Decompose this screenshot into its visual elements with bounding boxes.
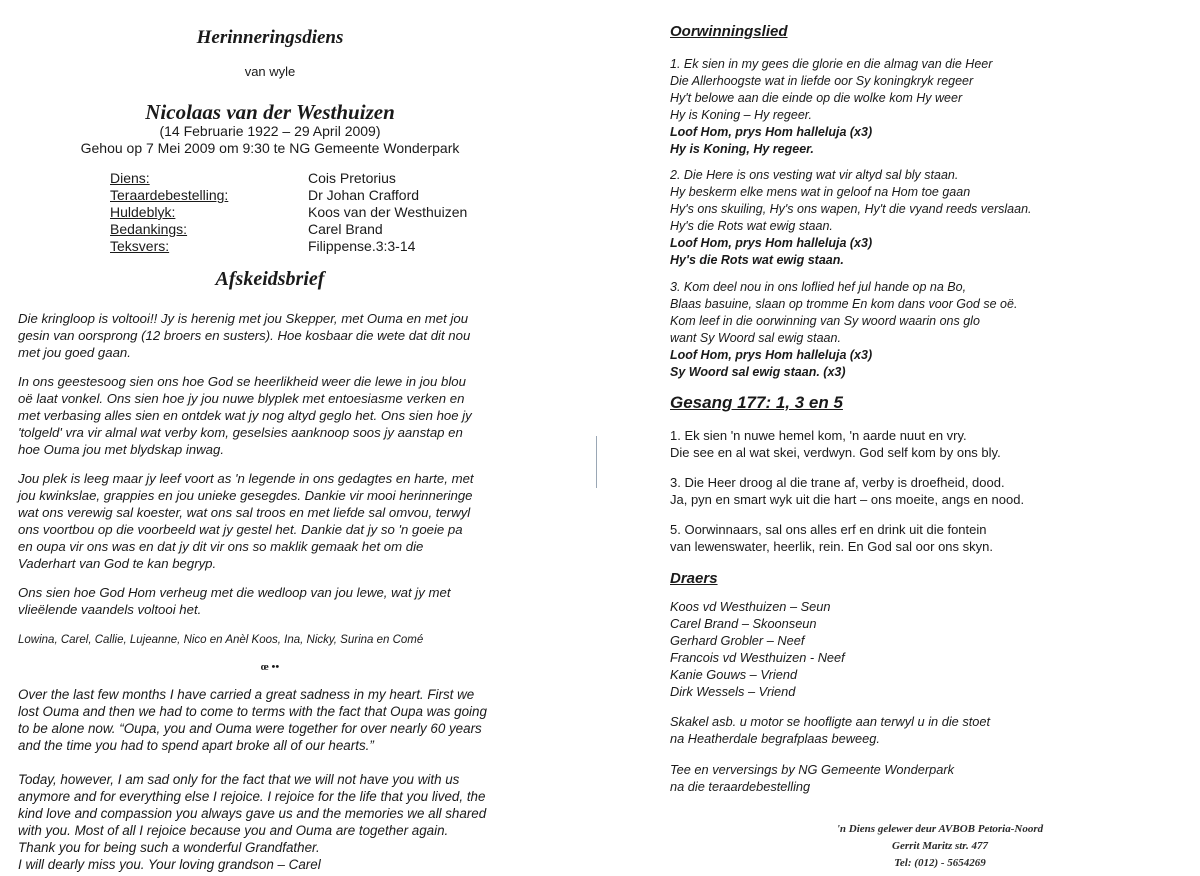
letter-heading: Afskeidsbrief [215, 268, 325, 290]
footer-phone: Tel: (012) - 5654269 [894, 857, 986, 869]
service-label-teraardebestelling: Teraardebestelling: [110, 187, 229, 203]
service-value-teksvers: Filippense.3:3-14 [308, 238, 416, 254]
song-verse-2 [670, 167, 1032, 269]
text-line: 'tolgeld' vra vir almal wat verby kom, geselsies aanknoop soos jy aanstap en [18, 425, 463, 440]
signatories: Lowina, Carel, Callie, Lujeanne, Nico en Anèl Koos, Ina, Nicky, Surina en Comé [18, 634, 424, 646]
letter-paragraph [18, 470, 474, 572]
text-line: Hy't belowe aan die einde op die wolke kom Hy weer [670, 91, 963, 105]
text-line: Hy is Koning – Hy regeer. [670, 108, 812, 122]
text-line: Tee en verversings by NG Gemeente Wonderpark [670, 762, 955, 777]
text-line: want Sy Woord sal ewig staan. [670, 331, 841, 345]
footer-provider: 'n Diens gelewer deur AVBOB Petoria-Noord [836, 823, 1044, 835]
text-line: oë laat vonkel. Ons sien hoe jy jou nuwe blyplek met entoesiasme verken en [18, 391, 465, 406]
text-line: Jou plek is leeg maar jy leef voort as 'n legende in ons gedagtes en harte, met [18, 471, 474, 486]
letter-paragraph [18, 310, 470, 361]
text-line: kind love and compassion you always gave us and the memories we all shared [18, 806, 487, 821]
chorus-line: Loof Hom, prys Hom halleluja (x3) [670, 125, 873, 139]
letter-paragraph [18, 584, 450, 618]
text-line: Hy's ons skuiling, Hy's ons wapen, Hy't die vyand reeds verslaan. [670, 202, 1032, 216]
service-value-diens: Cois Pretorius [308, 170, 396, 186]
text-line: with you. Most of all I rejoice because you and Ouma are together again. [18, 823, 449, 838]
text-line: Over the last few months I have carried a great sadness in my heart. First we [18, 687, 475, 702]
text-line: 5. Oorwinnaars, sal ons alles erf en drink uit die fontein [670, 522, 987, 537]
service-held-at: Gehou op 7 Mei 2009 om 9:30 te NG Gemeente Wonderpark [80, 140, 460, 156]
service-value-bedankings: Carel Brand [308, 221, 383, 237]
text-line: In ons geestesoog sien ons hoe God se heerlikheid weer die lewe in jou blou [18, 374, 466, 389]
text-line: Ja, pyn en smart wyk uit die hart – ons moeite, angs en nood. [670, 492, 1025, 507]
hymn-verse-1 [670, 427, 1001, 461]
hymn-heading: Gesang 177: 1, 3 en 5 [670, 393, 843, 412]
bearers-heading: Draers [670, 570, 718, 587]
service-label-teksvers: Teksvers: [110, 238, 170, 254]
bearer-item: Koos vd Westhuizen – Seun [670, 599, 831, 614]
english-paragraph [18, 686, 487, 754]
chorus-line: Loof Hom, prys Hom halleluja (x3) [670, 348, 873, 362]
text-line: gesin van oorsprong (12 broers en susters). Hoe kosbaar die wete dat dit nou [18, 328, 471, 343]
page-divider [596, 436, 597, 488]
chorus-line: Loof Hom, prys Hom halleluja (x3) [670, 236, 873, 250]
hymn-verse-3 [670, 474, 1024, 508]
text-line: wat ons verewig sal koester, wat ons sal troos en met liefde sal omvou, terwyl [18, 505, 471, 520]
service-label-diens: Diens: [110, 170, 150, 186]
service-value-teraardebestelling: Dr Johan Crafford [308, 187, 420, 203]
text-line: met verbasing alles sien en ontdek wat jy nog altyd geglo het. Ons sien hoe jy [18, 408, 472, 423]
bearers-list [670, 598, 845, 700]
text-line: Skakel asb. u motor se hoofligte aan terwyl u in die stoet [670, 714, 991, 729]
text-line: I will dearly miss you. Your loving grandson – Carel [18, 857, 321, 872]
text-line: Hy's die Rots wat ewig staan. [670, 219, 833, 233]
footer-address: Gerrit Maritz str. 477 [892, 840, 988, 852]
text-line: en oupa vir ons was en dat jy dit vir ons so maklik gemaak het om die [18, 539, 424, 554]
deceased-name: Nicolaas van der Westhuizen [145, 100, 395, 124]
text-line: Hy beskerm elke mens wat in geloof na Hom toe gaan [670, 185, 971, 199]
text-line: Blaas basuine, slaan op tromme En kom dans voor God se oë. [670, 297, 1018, 311]
bearer-item: Kanie Gouws – Vriend [670, 667, 798, 682]
text-line: Die kringloop is voltooi!! Jy is herenig met jou Skepper, met Ouma en met jou [18, 311, 469, 326]
text-line: Ons sien hoe God Hom verheug met die wedloop van jou lewe, wat jy met [18, 585, 451, 600]
chorus-line: Hy's die Rots wat ewig staan. [670, 253, 844, 267]
text-line: na die teraardebestelling [670, 779, 811, 794]
text-line: hoe Ouma jou met blydskap inwag. [18, 442, 224, 457]
text-line: Vaderhart van God te kan begryp. [18, 556, 217, 571]
bearer-item: Carel Brand – Skoonseun [670, 616, 817, 631]
text-line: van lewenswater, heerlik, rein. En God sal oor ons skyn. [670, 539, 993, 554]
text-line: jou kwinkslae, grappies en jou unieke gesegdes. Dankie vir mooi herinneringe [18, 488, 473, 503]
text-line: anymore and for everything else I rejoice. I rejoice for the life that you lived, the [18, 789, 486, 804]
procession-note [670, 713, 990, 747]
text-line: Die Allerhoogste wat in liefde oor Sy koningkryk regeer [670, 74, 974, 88]
text-line: 2. Die Here is ons vesting wat vir altyd sal bly staan. [670, 168, 959, 182]
text-line: Today, however, I am sad only for the fact that we will not have you with us [18, 772, 460, 787]
song-verse-3 [670, 279, 1017, 381]
bearer-item: Gerhard Grobler – Neef [670, 633, 805, 648]
service-label-bedankings: Bedankings: [110, 221, 188, 237]
bearer-item: Dirk Wessels – Vriend [670, 684, 796, 699]
text-line: Die see en al wat skei, verdwyn. God self kom by ons bly. [670, 445, 1001, 460]
song-verse-1 [670, 56, 992, 158]
text-line: to be alone now. “Oupa, you and Ouma were together for over nearly 60 years [18, 721, 482, 736]
chorus-line: Hy is Koning, Hy regeer. [670, 142, 814, 156]
life-dates: (14 Februarie 1922 – 29 April 2009) [159, 123, 381, 139]
text-line: 3. Die Heer droog al die trane af, verby is droefheid, dood. [670, 475, 1005, 490]
text-line: Thank you for being such a wonderful Grandfather. [18, 840, 320, 855]
service-label-huldeblyk: Huldeblyk: [110, 204, 176, 220]
text-line: 3. Kom deel nou in ons loflied hef jul hande op na Bo, [670, 280, 967, 294]
text-line: and the time you had to spend apart broke all of our hearts.” [18, 738, 374, 753]
text-line: na Heatherdale begrafplaas beweeg. [670, 731, 880, 746]
hymn-verse-5 [670, 521, 993, 555]
text-line: 1. Ek sien in my gees die glorie en die almag van die Heer [670, 57, 993, 71]
text-line: 1. Ek sien 'n nuwe hemel kom, 'n aarde nuut en vry. [670, 428, 967, 443]
text-line: ons voortbou op die voorbeeld wat jy gestel het. Dankie dat jy so 'n goeie pa [18, 522, 463, 537]
memorial-title: Herinneringsdiens [196, 27, 344, 48]
letter-paragraph [18, 373, 472, 458]
text-line: Kom leef in die oorwinning van Sy woord waarin ons glo [670, 314, 980, 328]
chorus-line: Sy Woord sal ewig staan. (x3) [670, 365, 846, 379]
service-value-huldeblyk: Koos van der Westhuizen [308, 204, 468, 220]
text-line: vlieëlende vaandels voltooi het. [18, 602, 202, 617]
text-line: met jou goed gaan. [18, 345, 131, 360]
bearer-item: Francois vd Westhuizen - Neef [670, 650, 845, 665]
victory-song-heading: Oorwinningslied [670, 23, 788, 40]
subtitle: van wyle [244, 64, 296, 79]
ornament: œ •• [260, 661, 280, 673]
text-line: lost Ouma and then we had to come to terms with the fact that Oupa was going [18, 704, 487, 719]
refreshments-note [670, 761, 954, 795]
english-paragraph [18, 771, 486, 873]
